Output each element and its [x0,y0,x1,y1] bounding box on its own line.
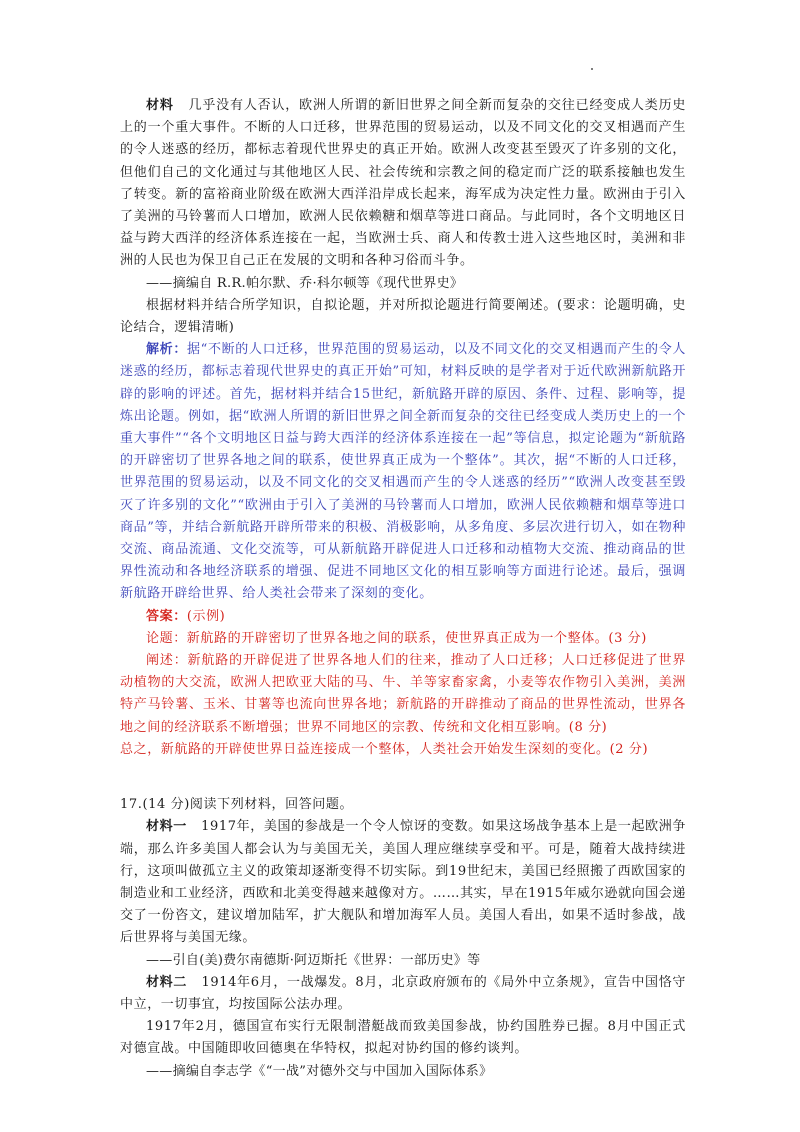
material-two-label: 材料二 [146,974,188,990]
q17-material-two-source: ——摘编自李志学《“一战”对德外交与中国加入国际体系》 [146,1063,493,1079]
answer-heading [120,606,686,628]
q16-source: ——摘编自 R.R.帕尔默、乔·科尔顿等《现代世界史》 [146,275,464,291]
analysis-paragraph [120,339,686,605]
q17-material-two-text2: 1917年2月，德国宣布实行无限制潜艇战而致美国参战，协约国胜券已握。8月中国正式对德宣战。中国随即收回德奥在华特权，拟起对协约国的修约谈判。 [120,1019,686,1057]
material-one-text: 1917年，美国的参战是一个令人惊讶的变数。如果这场战争基本上是一起欧洲争端，那么许多美国人都会认为与美国无关，美国人理应继续享受和平。可是，随着大战持续进行，这项叫做孤立主义的政策却逐渐变得不切实际。到19世纪末，美国已经照搬了西欧国家的制造业和工业经济，西欧和北美变得越来越像对方。……其实，早在1915年威尔逊就向国会递交了一份咨文，建议增加陆军，扩大舰队和增加海军人员。美国人看出，如果不适时参战，战后世界将与美国无缘。 [120,819,686,946]
material-text: 几乎没有人否认，欧洲人所谓的新旧世界之间全新而复杂的交往已经变成人类历史上的一个重大事件。不断的人口迁移，世界范围的贸易运动，以及不同文化的交叉相遇而产生的令人迷惑的经历，都标志着现代世界史的真正开始。欧洲人改变甚至毁灭了许多别的文化，但他们自己的文化通过与其他地区人民、社会传统和宗教之间的稳定而广泛的联系接触也发生了转变。新的富裕商业阶级在欧洲大西洋沿岸成长起来，海军成为决定性力量。欧洲由于引入了美洲的马铃薯而人口增加，欧洲人民依赖糖和烟草等进口商品。与此同时，各个文明地区日益与跨大西洋的经济体系连接在一起，当欧洲士兵、商人和传教士进入这些地区时，美洲和非洲的人民也为保卫自己正在发展的文明和各种习俗而斗争。 [120,98,686,269]
material-one-label: 材料一 [146,819,187,835]
q16-question: 根据材料并结合所学知识，自拟论题，并对所拟论题进行简要阐述。(要求：论题明确，史论结合，逻辑清晰) [120,297,686,336]
q16-material-paragraph [120,95,686,273]
q17-material-two [120,972,686,1016]
document-page [120,95,686,1083]
page-marker-dot [591,68,593,70]
analysis-text: 据“不断的人口迁移，世界范围的贸易运动，以及不同文化的交叉相遇而产生的令人迷惑的经历，都标志着现代世界史的真正开始”可知，材料反映的是学者对于近代欧洲新航路开辟的影响的评述。首先，据材料并结合15世纪，新航路开辟的原因、条件、过程、影响等，提炼出论题。例如，据“欧洲人所谓的新旧世界之间全新而复杂的交往已经变成人类历史上的一个重大事件”“各个文明地区日益与跨大西洋的经济体系连接在一起”等信息，拟定论题为“新航路的开辟密切了世界各地之间的联系，使世界真正成为一个整体”。其次，据“不断的人口迁移，世界范围的贸易运动，以及不同文化的交叉相遇而产生的令人迷惑的经历”“欧洲人改变甚至毁灭了许多别的文化”“欧洲由于引入了美洲的马铃薯而人口增加，欧洲人民依赖糖和烟草等进口商品”等，并结合新航路开辟所带来的积极、消极影响，从多角度、多层次进行切入，如在物种交流、商品流通、文化交流等，可从新航路开辟促进人口迁移和动植物大交流、推动商品的世界性流动和各地经济联系的增强、促进不同地区文化的相互影响等方面进行论述。最后，强调新航路开辟给世界、给人类社会带来了深刻的变化。 [120,342,686,602]
answer-thesis: 论题：新航路的开辟密切了世界各地之间的联系，使世界真正成为一个整体。(3 分) [146,630,647,646]
q17-header: 17.(14 分)阅读下列材料，回答问题。 [120,797,354,813]
section-gap [120,761,686,794]
answer-conclusion: 总之，新航路的开辟使世界日益连接成一个整体，人类社会开始发生深刻的变化。(2 分) [120,741,649,757]
analysis-label: 解析： [146,342,187,358]
answer-note: (示例) [186,608,226,624]
q17-material-one [120,816,686,949]
answer-elaboration: 阐述：新航路的开辟促进了世界各地人们的往来，推动了人口迁移；人口迁移促进了世界动植物的大交流，欧洲人把欧亚大陆的马、牛、羊等家畜家禽，小麦等农作物引入美洲，美洲特产马铃薯、玉米、甘薯等也流向世界各地；新航路的开辟推动了商品的世界性流动，世界各地之间的经济联系不断增强；世界不同地区的宗教、传统和文化相互影响。(8 分) [120,653,686,735]
q17-material-one-source: ——引自(美)费尔南德斯·阿迈斯托《世界：一部历史》等 [146,952,481,968]
material-two-text: 1914年6月，一战爆发。8月，北京政府颁布的《局外中立条规》，宣告中国恪守中立，一切事宜，均按国际公法办理。 [120,974,686,1012]
material-label: 材料 [146,98,174,113]
answer-label: 答案： [146,608,187,624]
